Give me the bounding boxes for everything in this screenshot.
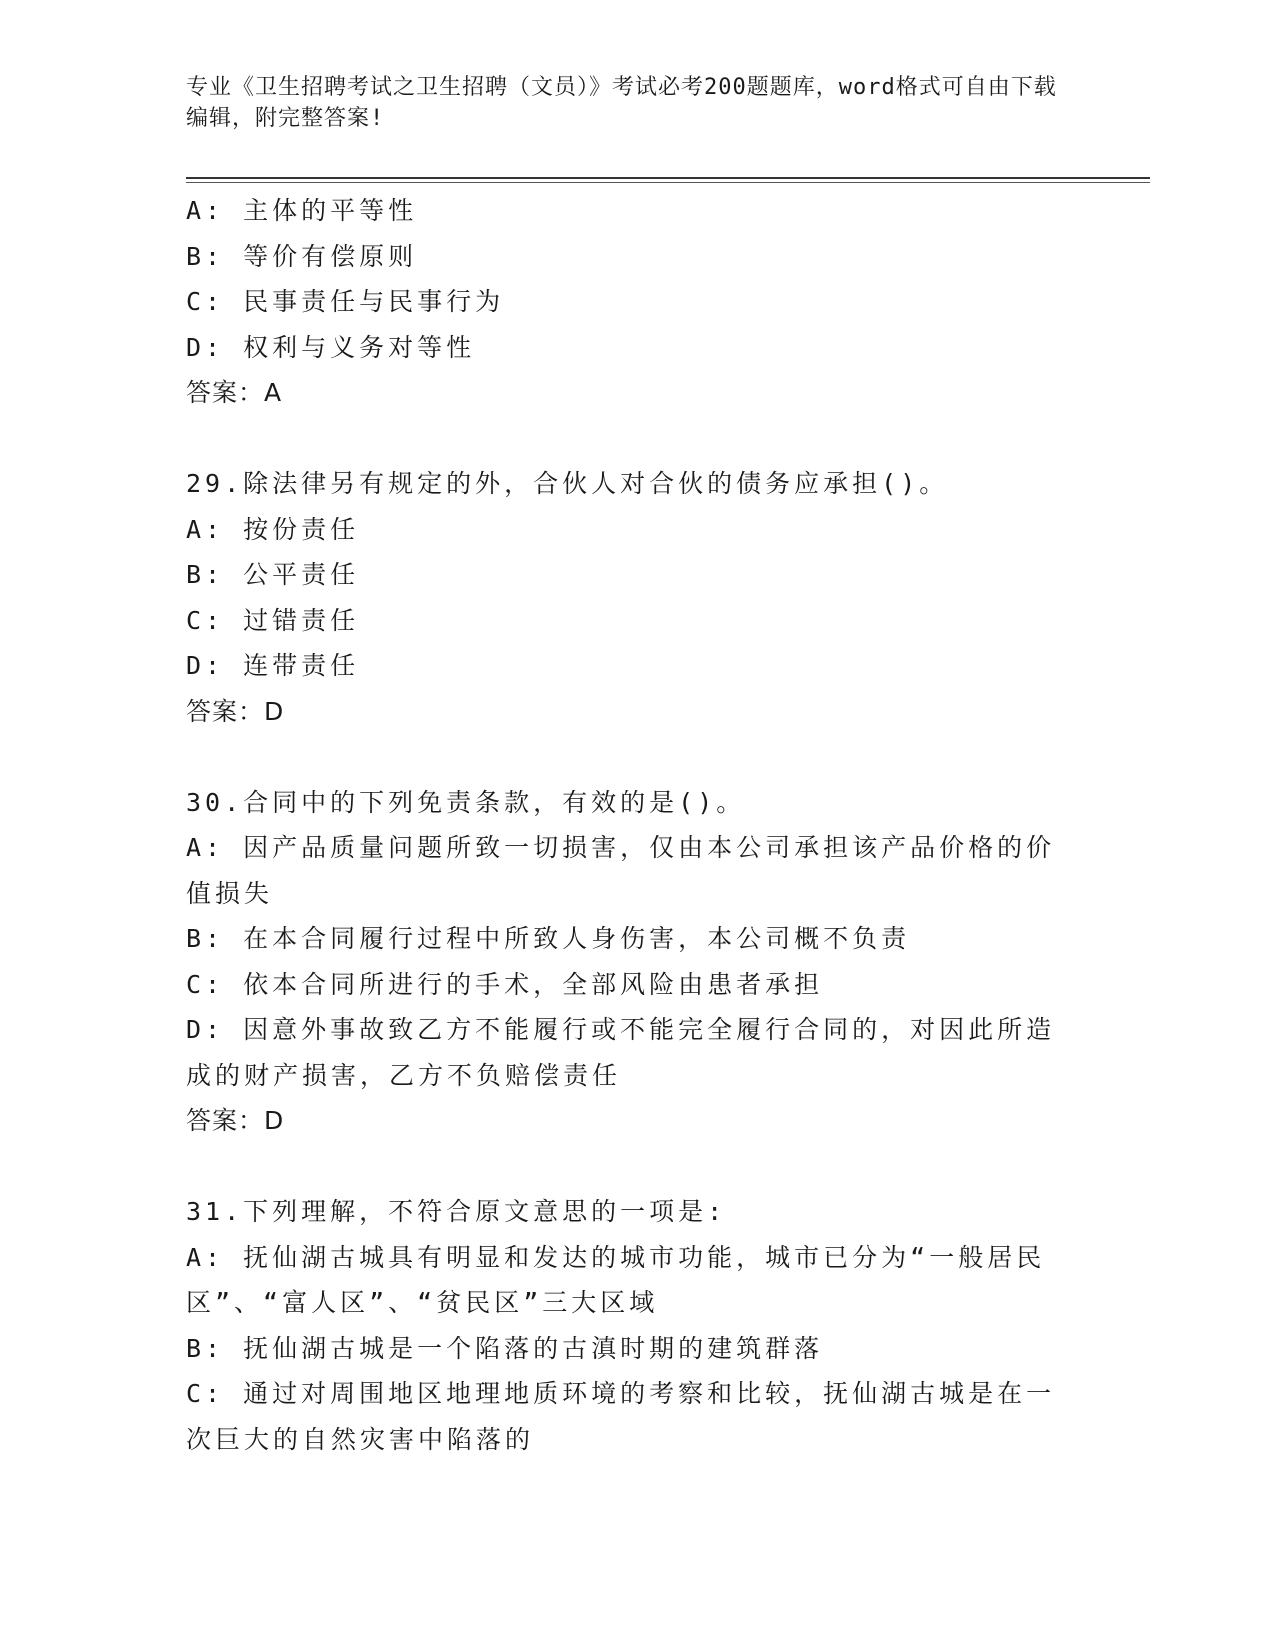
option-a: A: 因产品质量问题所致一切损害，仅由本公司承担该产品价格的价值损失 <box>186 833 1056 908</box>
option-b: B: 公平责任 <box>186 560 360 589</box>
answer-line: 答案：A <box>186 378 283 407</box>
document-header-title: 专业《卫生招聘考试之卫生招聘（文员）》考试必考200题题库，word格式可自由下载编辑，附完整答案! <box>186 75 1057 131</box>
question-list <box>186 188 1076 1462</box>
header-divider-thick <box>186 177 1150 179</box>
option-a: A: 主体的平等性 <box>186 196 418 225</box>
answer-line: 答案：D <box>186 696 285 726</box>
option-d: D: 权利与义务对等性 <box>186 332 476 362</box>
option-c: C: 过错责任 <box>186 605 360 635</box>
option-a: A: 按份责任 <box>186 514 360 544</box>
header-divider-thin <box>186 182 1150 183</box>
option-c: C: 通过对周围地区地理地质环境的考察和比较，抚仙湖古城是在一次巨大的自然灾害中陷落的 <box>186 1379 1056 1454</box>
question-text: 29.除法律另有规定的外，合伙人对合伙的债务应承担()。 <box>186 469 949 498</box>
option-a: A: 抚仙湖古城具有明显和发达的城市功能，城市已分为“一般居民区”、“富人区”、“贫民区”三大区域 <box>186 1242 1046 1317</box>
question-block-29 <box>186 461 1076 734</box>
question-block-31 <box>186 1189 1076 1462</box>
block-spacer <box>186 734 1076 780</box>
option-b: B: 在本合同履行过程中所致人身伤害，本公司概不负责 <box>186 924 911 953</box>
block-spacer <box>186 416 1076 462</box>
question-text: 30.合同中的下列免责条款，有效的是()。 <box>186 787 746 817</box>
option-b: B: 等价有偿原则 <box>186 241 418 271</box>
answer-line: 答案：D <box>186 1106 285 1135</box>
option-c: C: 依本合同所进行的手术，全部风险由患者承担 <box>186 969 824 999</box>
question-block-30 <box>186 780 1076 1144</box>
option-d: D: 连带责任 <box>186 651 360 680</box>
option-c: C: 民事责任与民事行为 <box>186 287 505 316</box>
question-block-28 <box>186 188 1076 416</box>
option-b: B: 抚仙湖古城是一个陷落的古滇时期的建筑群落 <box>186 1333 824 1363</box>
question-text: 31.下列理解，不符合原文意思的一项是: <box>186 1197 727 1226</box>
block-spacer <box>186 1144 1076 1190</box>
option-d: D: 因意外事故致乙方不能履行或不能完全履行合同的，对因此所造成的财产损害，乙方不负赔偿责任 <box>186 1015 1056 1090</box>
